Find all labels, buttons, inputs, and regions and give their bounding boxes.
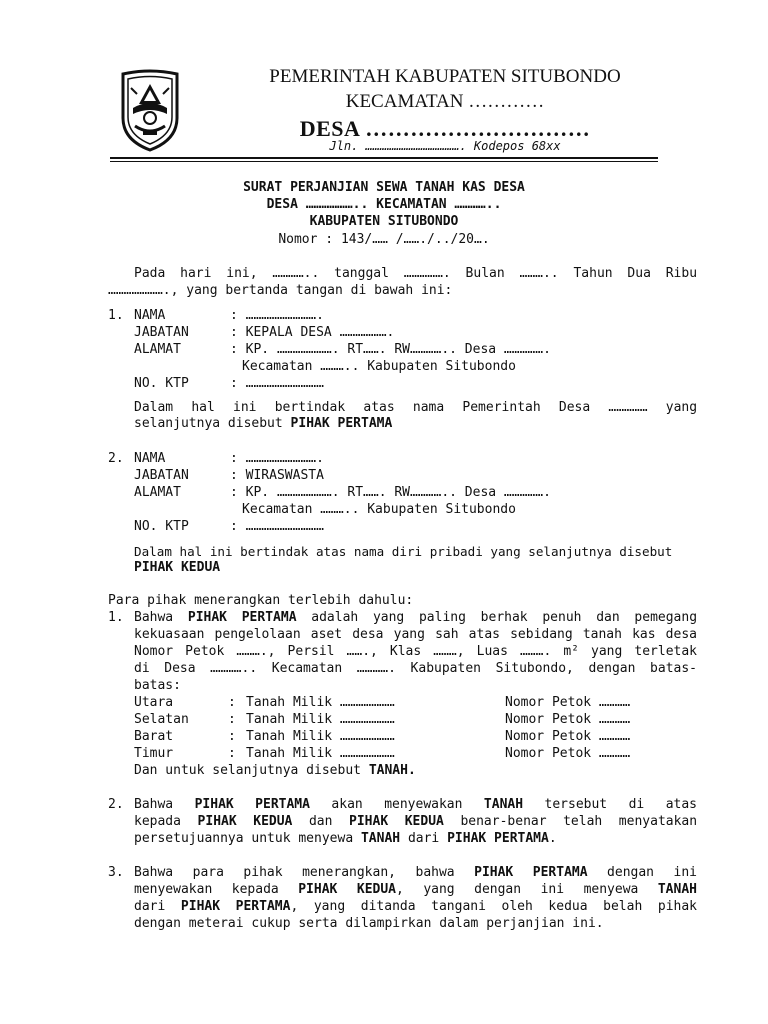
item3-line-1: Bahwa para pihak menerangkan, bahwa PIHAK PERTAMA dengan ini [134, 865, 697, 880]
border-value: Tanah Milik ………………… [246, 746, 395, 761]
document-number: Nomor : 143/…… /……./../20…. [278, 232, 490, 247]
party2-ktp-value: : ………………………… [230, 519, 324, 534]
item1-line-5: batas: [134, 678, 181, 693]
border-sep: : [228, 712, 236, 727]
party1-description: Dalam hal ini bertindak atas nama Pemerintah Desa …………… yang [134, 400, 698, 415]
border-value: Tanah Milik ………………… [246, 729, 395, 744]
item1-line-6: Dan untuk selanjutnya disebut TANAH. [134, 763, 416, 778]
party2-address-label: ALAMAT [134, 485, 181, 500]
border-sep: : [228, 729, 236, 744]
border-side: Timur [134, 746, 174, 761]
header-address: Jln. …………………………………. Kodepos 68xx [329, 139, 561, 153]
recitals-intro: Para pihak menerangkan terlebih dahulu: [108, 593, 414, 608]
document-title: SURAT PERJANJIAN SEWA TANAH KAS DESA [243, 180, 525, 195]
item1-line-3: Nomor Petok ………., Persil ……., Klas ………, Luas ………. m² yang terletak [134, 644, 697, 659]
item1-line-1: Bahwa PIHAK PERTAMA adalah yang paling berhak penuh dan pemegang [134, 610, 698, 625]
party1-number: 1. [108, 308, 124, 323]
party2-role: PIHAK KEDUA [134, 560, 221, 575]
border-value: Tanah Milik ………………… [246, 712, 395, 727]
border-side: Barat [134, 729, 174, 744]
border-side: Selatan [134, 712, 189, 727]
item3-line-4: dengan meterai cukup serta dilampirkan dalam perjanjian ini. [134, 916, 604, 931]
border-petok: Nomor Petok ………… [505, 746, 631, 761]
party2-position-label: JABATAN [134, 468, 189, 483]
party1-ktp-label: NO. KTP [134, 376, 189, 391]
item2-line-3: persetujuannya untuk menyewa TANAH dari PIHAK PERTAMA. [134, 831, 557, 846]
party1-description-2: selanjutnya disebut PIHAK PERTAMA [134, 416, 393, 431]
party1-position-label: JABATAN [134, 325, 189, 340]
party1-address-value: : KP. …………………. RT……. RW………….. Desa ……………. [230, 342, 551, 357]
item2-number: 2. [108, 797, 124, 812]
item2-line-2: kepada PIHAK KEDUA dan PIHAK KEDUA benar-benar telah menyatakan [134, 814, 698, 829]
item2-line-1: Bahwa PIHAK PERTAMA akan menyewakan TANAH tersebut di atas [134, 797, 698, 812]
intro-line-2: …………………., yang bertanda tangan di bawah ini: [108, 283, 453, 298]
header-district: KECAMATAN ………… [345, 91, 545, 112]
party2-name-value: : ………………………. [230, 451, 324, 466]
document-title-village: DESA ……………….. KECAMATAN ………….. [266, 197, 502, 212]
party2-ktp-label: NO. KTP [134, 519, 189, 534]
letterhead-rule-thin [110, 161, 658, 162]
border-petok: Nomor Petok ………… [505, 729, 631, 744]
party2-address-value: : KP. …………………. RT……. RW………….. Desa ……………. [230, 485, 551, 500]
item3-line-3: dari PIHAK PERTAMA, yang ditanda tangani oleh kedua belah pihak [134, 899, 698, 914]
party1-name-label: NAMA [134, 308, 166, 323]
border-petok: Nomor Petok ………… [505, 712, 631, 727]
header-village: DESA ………………………… [299, 116, 591, 141]
item1-line-4: di Desa ………….. Kecamatan …………. Kabupaten Situbondo, dengan batas- [134, 661, 697, 676]
item1-number: 1. [108, 610, 124, 625]
item3-number: 3. [108, 865, 124, 880]
regency-crest-logo [117, 68, 183, 154]
party1-address-value-2: Kecamatan ……….. Kabupaten Situbondo [242, 359, 516, 374]
party1-address-label: ALAMAT [134, 342, 181, 357]
party2-description: Dalam hal ini bertindak atas nama diri pribadi yang selanjutnya disebut [134, 544, 673, 559]
border-value: Tanah Milik ………………… [246, 695, 395, 710]
party2-number: 2. [108, 451, 124, 466]
party2-name-label: NAMA [134, 451, 166, 466]
party2-address-value-2: Kecamatan ……….. Kabupaten Situbondo [242, 502, 516, 517]
letterhead-rule [110, 157, 658, 159]
intro-line: Pada hari ini, ………….. tanggal ……………. Bulan ……….. Tahun Dua Ribu [134, 266, 698, 281]
party1-ktp-value: : ………………………… [230, 376, 324, 391]
party1-name-value: : ………………………. [230, 308, 324, 323]
document-title-regency: KABUPATEN SITUBONDO [309, 214, 459, 229]
party2-position-value: : WIRASWASTA [230, 468, 324, 483]
border-petok: Nomor Petok ………… [505, 695, 631, 710]
party1-role: PIHAK PERTAMA [290, 416, 393, 431]
header-government: PEMERINTAH KABUPATEN SITUBONDO [269, 66, 621, 87]
item3-line-2: menyewakan kepada PIHAK KEDUA, yang dengan ini menyewa TANAH [134, 882, 697, 897]
border-sep: : [228, 695, 236, 710]
border-sep: : [228, 746, 236, 761]
border-side: Utara [134, 695, 174, 710]
party1-position-value: : KEPALA DESA ………………. [230, 325, 395, 340]
item1-line-2: kekuasaan pengelolaan aset desa yang sah atas sebidang tanah kas desa [134, 627, 697, 642]
